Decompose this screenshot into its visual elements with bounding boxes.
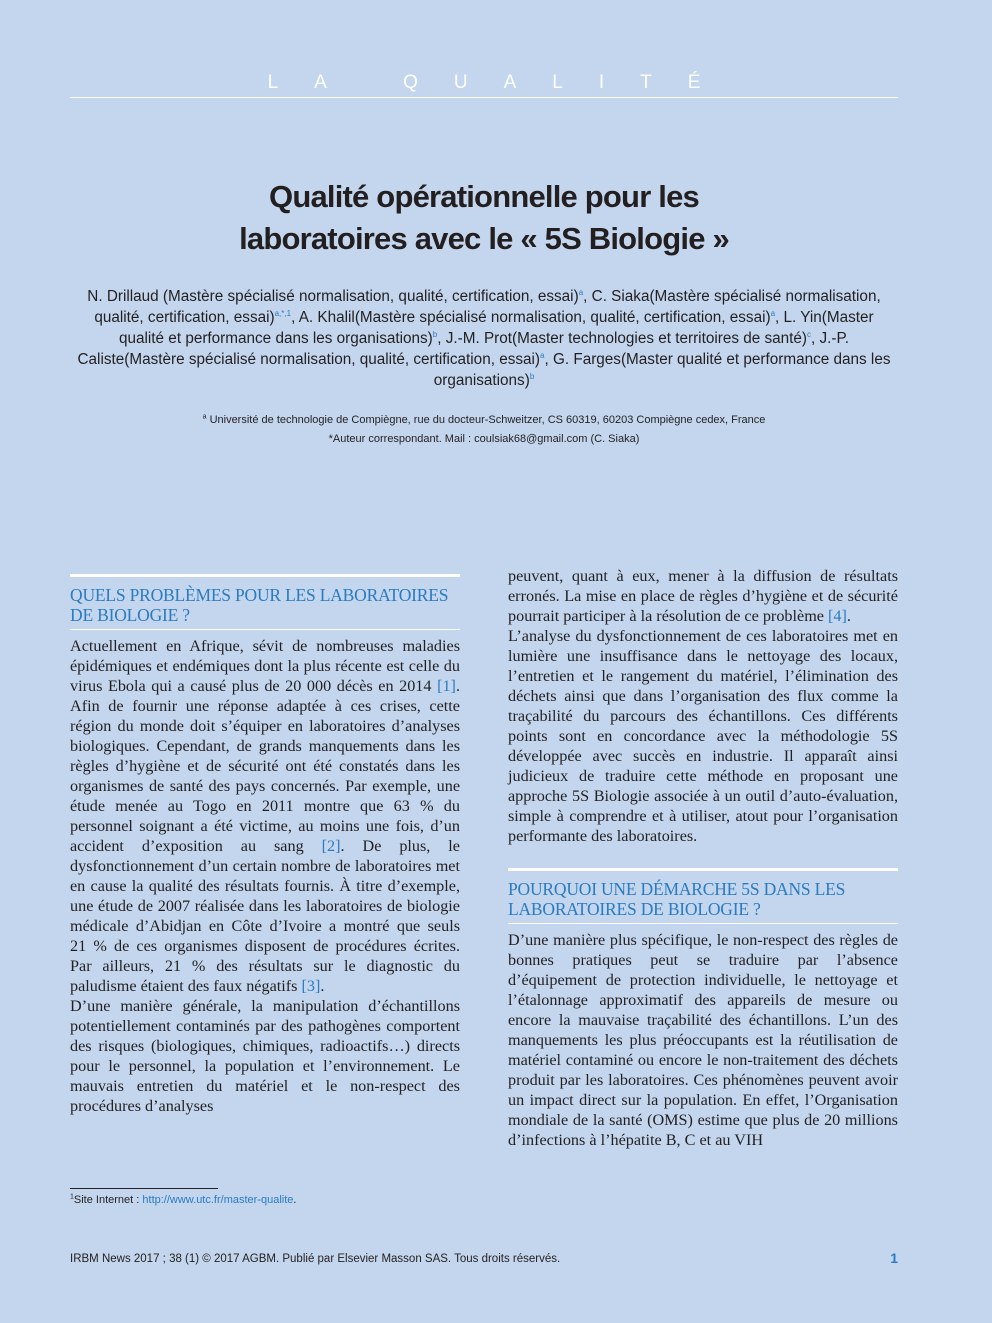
paragraph: Actuellement en Afrique, sévit de nombreuses maladies épidémiques et endémiques dont la plus récente est celle du virus Ebola qui a causé plus de 20 000 décès en 2014 [1]. Afin de fournir une réponse adaptée à ces crises, cette région du monde doit s’équiper en laboratoires d’analyses biologiques. Cependant, de grands manquements dans les règles d’hygiène et de sécurité ont été constatés dans les organismes de santé des pays concernés. Par exemple, une étude menée au Togo en 2011 montre que 63 % du personnel soignant a été victime, au moins une fois, d’un accident d’exposition au sang [2]. De plus, le dysfonctionnement d’un certain nombre de laboratoires met en cause la qualité des résultats fournis. À titre d’exemple, une étude de 2007 réalisée dans les laboratoires de biologie médicale d’Abidjan en Côte d’Ivoire a montré que seuls 21 % de ces organismes disposent de procédures écrites. Par ailleurs, 21 % des résultats sur le diagnostic du paludisme étaient des faux négatifs [3]. (70, 637, 460, 995)
corresponding-author: *Auteur correspondant. Mail : coulsiak68@gmail.com (C. Siaka) (328, 433, 640, 445)
author-affiliation-mark: a (540, 350, 545, 360)
section-title-rule (70, 629, 460, 630)
title-line-2: laboratoires avec le « 5S Biologie » (239, 221, 729, 256)
footnote (70, 1194, 296, 1206)
citation-link[interactable]: [2] (321, 837, 341, 855)
citation-link[interactable]: [4] (828, 607, 847, 625)
footnote-label: Site Internet : (73, 1194, 143, 1206)
author: A. Khalil(Mastère spécialisé normalisation, qualité, certification, essai) (298, 309, 771, 326)
citation-link[interactable]: [3] (301, 977, 321, 995)
section-title-rule (508, 923, 898, 924)
journal-citation: IRBM News 2017 ; 38 (1) © 2017 AGBM. Publié par Elsevier Masson SAS. Tous droits réservés. (70, 1253, 561, 1265)
left-column (70, 574, 460, 1116)
affiliation-text: Université de technologie de Compiègne, rue du docteur-Schweitzer, CS 60319, 60203 Compiègne cedex, France (209, 414, 766, 426)
affiliation-mark: a (202, 413, 207, 421)
footnote-rule (70, 1188, 218, 1189)
author: L. Yin(Master qualité et performance dans les organisations) (118, 309, 874, 347)
header-rule (70, 97, 898, 98)
author-affiliation-mark: b (432, 329, 438, 339)
footnote-end: . (293, 1194, 297, 1206)
paragraph: L’analyse du dysfonctionnement de ces laboratoires met en lumière une insuffisance dans le nettoyage des locaux, l’entretien et le rangement du matériel, l’élimination des déchets ainsi que dans l’organisation des flux comme la traçabilité du parcours des échantillons. Ces différents points sont en concordance avec la méthodologie 5S développée avec succès en industrie. Il apparaît ainsi judicieux de traduire cette méthode en proposant une approche 5S Biologie associée à un outil d’auto-évaluation, simple à comprendre et à utiliser, atout pour l’organisation performante des laboratoires. (508, 627, 898, 845)
title-line-1: Qualité opérationnelle pour les (269, 179, 699, 214)
section-header: LA QUALITÉ (267, 72, 737, 93)
author: J.-P. Caliste(Mastère spécialisé normalisation, qualité, certification, essai) (77, 330, 850, 368)
paragraph: peuvent, quant à eux, mener à la diffusion de résultats erronés. La mise en place de règles d’hygiène et de sécurité pourrait participer à la résolution de ce problème [4]. (508, 567, 898, 625)
section-title: QUELS PROBLÈMES POUR LES LABORATOIRES DE BIOLOGIE ? (70, 585, 449, 625)
author: G. Farges(Master qualité et performance dans les organisations) (433, 351, 891, 389)
section-title: POURQUOI UNE DÉMARCHE 5S DANS LES LABORATOIRES DE BIOLOGIE ? (508, 879, 846, 919)
paragraph: D’une manière plus spécifique, le non-respect des règles de bonnes pratiques peut se traduire par l’absence d’équipement de protection individuelle, le nettoyage et l’étalonnage approximatif des appareils de mesure ou encore la mauvaise traçabilité des échantillons. L’un des manquements les plus préoccupants est la réutilisation de matériel contaminé ou encore le non-traitement des déchets produit par les laboratoires. Ces phénomènes peuvent avoir un impact direct sur la population. En effet, l’Organisation mondiale de la santé (OMS) estime que plus de 20 millions d’infections à l’hépatite B, C et au VIH (508, 931, 898, 1149)
author-list: N. Drillaud (Mastère spécialisé normalisation, qualité, certification, essai)$^a$, C. Siaka(Mastère spécialisé normalisation, qualité, certification, essai)$^{a,*,1}$, A. Khalil(Mastère spécialisé normalisation, qualité, certification, essai)$^a$, L. Yin(Master qualité et performance dans les organisations)$^b$, J.-M. Prot(Master technologies et territoires de santé)$^c$, J.-P. Caliste(Mastère spécialisé normalisation, qualité, certification, essai)$^a$, G. Farges(Master qualité et performance dans les organisations)$^b$ (77, 287, 891, 389)
author: C. Siaka(Mastère spécialisé normalisation, qualité, certification, essai) (94, 288, 881, 326)
author-affiliation-mark: a (770, 308, 776, 318)
footnote-link[interactable]: http://www.utc.fr/master-qualite (142, 1194, 294, 1206)
citation-link[interactable]: [1] (437, 677, 456, 695)
right-column (508, 566, 898, 1150)
author-affiliation-mark: c (807, 329, 812, 339)
paragraph: D’une manière générale, la manipulation d’échantillons potentiellement contaminés par des pathogènes comportent des risques (biologiques, chimiques, radioactifs…) directs pour le personnel, la population et l’environnement. Le mauvais entretien du matériel et le non-respect des procédures d’analyses (70, 997, 460, 1115)
article-title (120, 176, 848, 260)
page-number: 1 (890, 1250, 898, 1266)
author: N. Drillaud (Mastère spécialisé normalisation, qualité, certification, essai) (87, 288, 579, 305)
section-2 (508, 868, 898, 1150)
author: J.-M. Prot(Master technologies et territoires de santé) (445, 330, 808, 347)
author-affiliation-mark: b (529, 371, 535, 381)
affiliation (70, 414, 898, 426)
author-affiliation-mark: a,*,1 (274, 308, 292, 318)
footnote-mark: 1 (70, 1193, 74, 1201)
author-affiliation-mark: a (578, 287, 584, 297)
